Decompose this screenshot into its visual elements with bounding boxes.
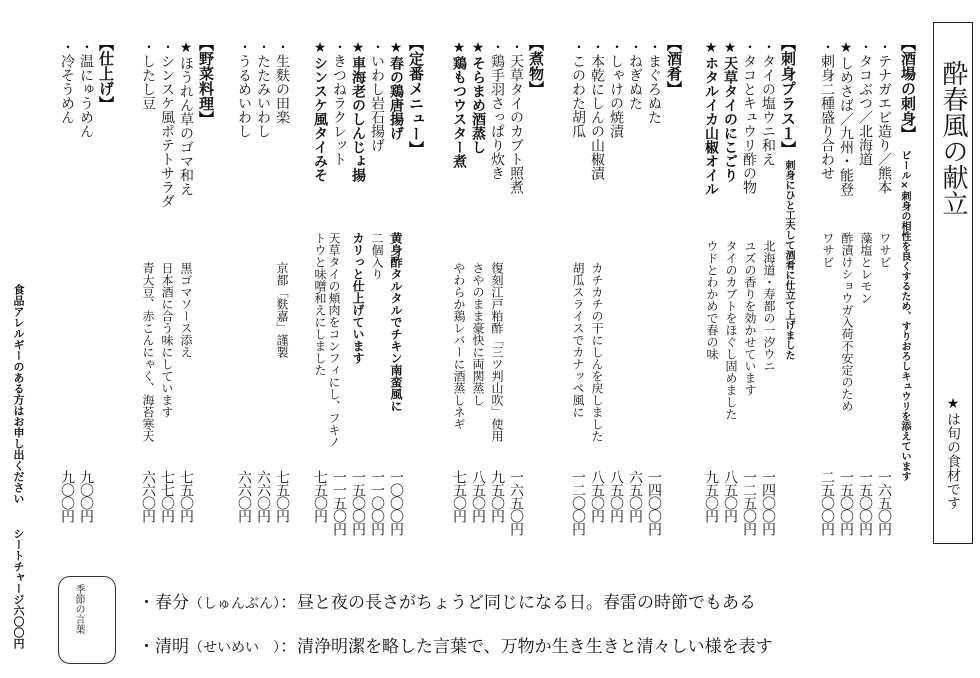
menu-item: ・タコぶつ／北海道 [857,40,873,166]
menu-item: ・温にゅうめん [78,40,94,138]
menu-item: ・ねぎぬた [627,40,643,110]
sashimi-plus-subheading: 刺身にひと工夫して酒肴に仕立て上げました [783,160,794,360]
menu-item: ・生麩の田楽 [274,40,290,124]
season-desc: ：昼と夜の長さがちょうど同じになる日。春雷の時節でもある [280,593,756,613]
item-note: 京都「麩嘉」謹製 [275,262,289,358]
sakaba-side-note: ビール×刺身の相性を良くするため、すりおろしキュウリを添えています [899,150,910,481]
item-price: 六六〇円 [140,470,156,522]
item-price: 一六五〇円 [508,470,524,535]
item-price: 九五〇円 [489,470,505,522]
menu-item: ★天草タイのにこごり [722,40,738,182]
item-price: 六五〇円 [627,470,643,522]
section-heading-nimono: 【煮物】 [527,36,545,96]
menu-item: ・タコとキュウリ酢の物 [741,40,757,194]
menu-item: ・うるめいわし [236,40,252,138]
menu-item: ・しゃけの焼漬 [608,40,624,138]
menu-item: ・天草タイのカブト照煮 [508,40,524,194]
menu-item: ★シンスケ風タイみそ [312,40,328,182]
item-price: 七七〇円 [159,470,175,522]
item-note: ユズの香りを効かせています [743,240,757,396]
item-price: 一五〇〇円 [857,470,873,535]
season-row [138,632,773,657]
item-note: 復刻江戸粕酢「三ツ判山吹」使用 [490,262,504,442]
section-heading-sashimi-plus: 【刺身プラス１】 [779,36,797,156]
season-kana: （しゅんぶん） [189,596,280,612]
item-price: 八五〇円 [608,470,624,522]
season-kana: （せいめい ） [189,640,280,656]
menu-item: ・したし豆 [140,40,156,110]
item-price: 二五〇〇円 [819,470,835,535]
item-price: 一二五〇円 [741,470,757,535]
item-note: 日本酒に合う味にしています [160,262,174,418]
seasonal-legend: ★は旬の食材です [945,396,961,510]
section-heading-teiban: 【定番メニュー】 [407,36,425,156]
item-price: 一四〇〇円 [760,470,776,535]
item-price: 一一五〇円 [331,470,347,535]
season-row [138,588,756,613]
allergy-notice: 食品アレルギーのある方はお申し出ください [12,284,25,504]
item-note: 藻塩とレモン [859,232,873,304]
section-heading-sakaba-sashimi: 【酒場の刺身】 [899,36,917,141]
menu-item: ★春の鶏唐揚げ [388,40,404,140]
item-note: ワサビ [821,232,835,268]
item-price: 一二〇〇円 [570,470,586,535]
menu-item: ・鶏手羽さっぱり炊き [489,40,505,180]
menu-item: ・いわし岩石揚げ [369,40,385,152]
item-price: 八五〇円 [470,470,486,522]
menu-item: ・きつねラクレット [331,40,347,166]
item-price: 七五〇円 [274,470,290,522]
item-price: 一五〇〇円 [350,470,366,535]
menu-item: ・本乾にしんの山椒漬 [589,40,605,180]
item-price: 一四〇〇円 [646,470,662,535]
menu-item: ・刺身二種盛り合わせ [819,40,835,180]
item-note: カチカチの干にしんを戻しました [590,262,604,442]
item-price: 一一〇〇円 [369,470,385,535]
item-note: 天草タイの頬肉をコンフィにし、フキノトウと味噌和えにしました [313,232,341,448]
item-price: 七五〇円 [178,470,194,522]
item-note: 二個入り [370,232,384,280]
item-price: 八五〇円 [589,470,605,522]
item-price: 七五〇円 [451,470,467,522]
menu-item: ・冷そうめん [59,40,75,124]
item-price: 七五〇円 [312,470,328,522]
season-words-label: 季節の言葉 [73,584,84,634]
item-note: 青大豆、赤こんにゃく、海苔寒天 [141,262,155,442]
item-price: 六六〇円 [236,470,252,522]
section-heading-yasai: 【野菜料理】 [197,36,215,126]
item-price: 九〇〇円 [78,470,94,522]
item-note: カリっと仕上げています [351,232,365,364]
menu-item: ★車海老のしんじょ揚 [350,40,366,182]
section-heading-shiage: 【仕上げ】 [97,36,115,111]
item-note: さやのまま豪快に両関蒸し [471,262,485,406]
season-words-frame [58,576,116,664]
season-desc: ：清浄明潔を略した言葉で、万物か生き生きと清々しい様を表す [280,637,773,657]
item-price: 六六〇円 [255,470,271,522]
menu-item: ・まぐろぬた [646,40,662,124]
menu-item: ・タイの塩ウニ和え [760,40,776,166]
item-note: ウドとわかめで春の味 [705,240,719,360]
menu-item: ・たたみいわし [255,40,271,138]
seat-charge: シートチャージ六〇〇円 [12,528,25,649]
menu-item: ★ホタルイカ山椒オイル [703,40,719,196]
item-note: 胡瓜スライスでカナッペ風に [571,262,585,418]
menu-item: ★鶏もつウスター煮 [451,40,467,168]
item-note: やわらか鶏レバーに酒蒸しネギ [452,262,466,430]
item-note: ワサビ [878,232,892,268]
item-price: 九五〇円 [703,470,719,522]
menu-title: 酔春風の献立 [938,60,968,216]
menu-item: ★そらまめ酒蒸し [470,40,486,154]
item-note: 黄身酢タルタルでチキン南蛮風に [389,232,403,412]
menu-item: ★しめさば／九州・能登 [838,40,854,196]
menu-item: ・このわた胡瓜 [570,40,586,138]
item-price: 一〇〇〇円 [388,470,404,535]
item-price: 一六五〇円 [876,470,892,535]
season-word: ・清明 [138,637,189,657]
item-note: 酢漬けショウガ入荷不安定のため [840,232,854,412]
menu-item: ★ほうれん草のゴマ和え [178,40,194,196]
item-note: タイのカブトをほぐし固めました [724,240,738,420]
menu-item: ・シンスケ風ポテトサラダ [159,40,175,208]
menu-item: ・テナガエビ造り／熊本 [876,40,892,194]
item-price: 九〇〇円 [59,470,75,522]
item-note: 北海道・寿都の一汐ウニ [762,240,776,372]
item-price: 一五〇〇円 [838,470,854,535]
section-heading-sakana: 【酒肴】 [665,36,683,96]
item-note: 黒ゴマソース添え [179,262,193,358]
season-word: ・春分 [138,593,189,613]
item-price: 八五〇円 [722,470,738,522]
